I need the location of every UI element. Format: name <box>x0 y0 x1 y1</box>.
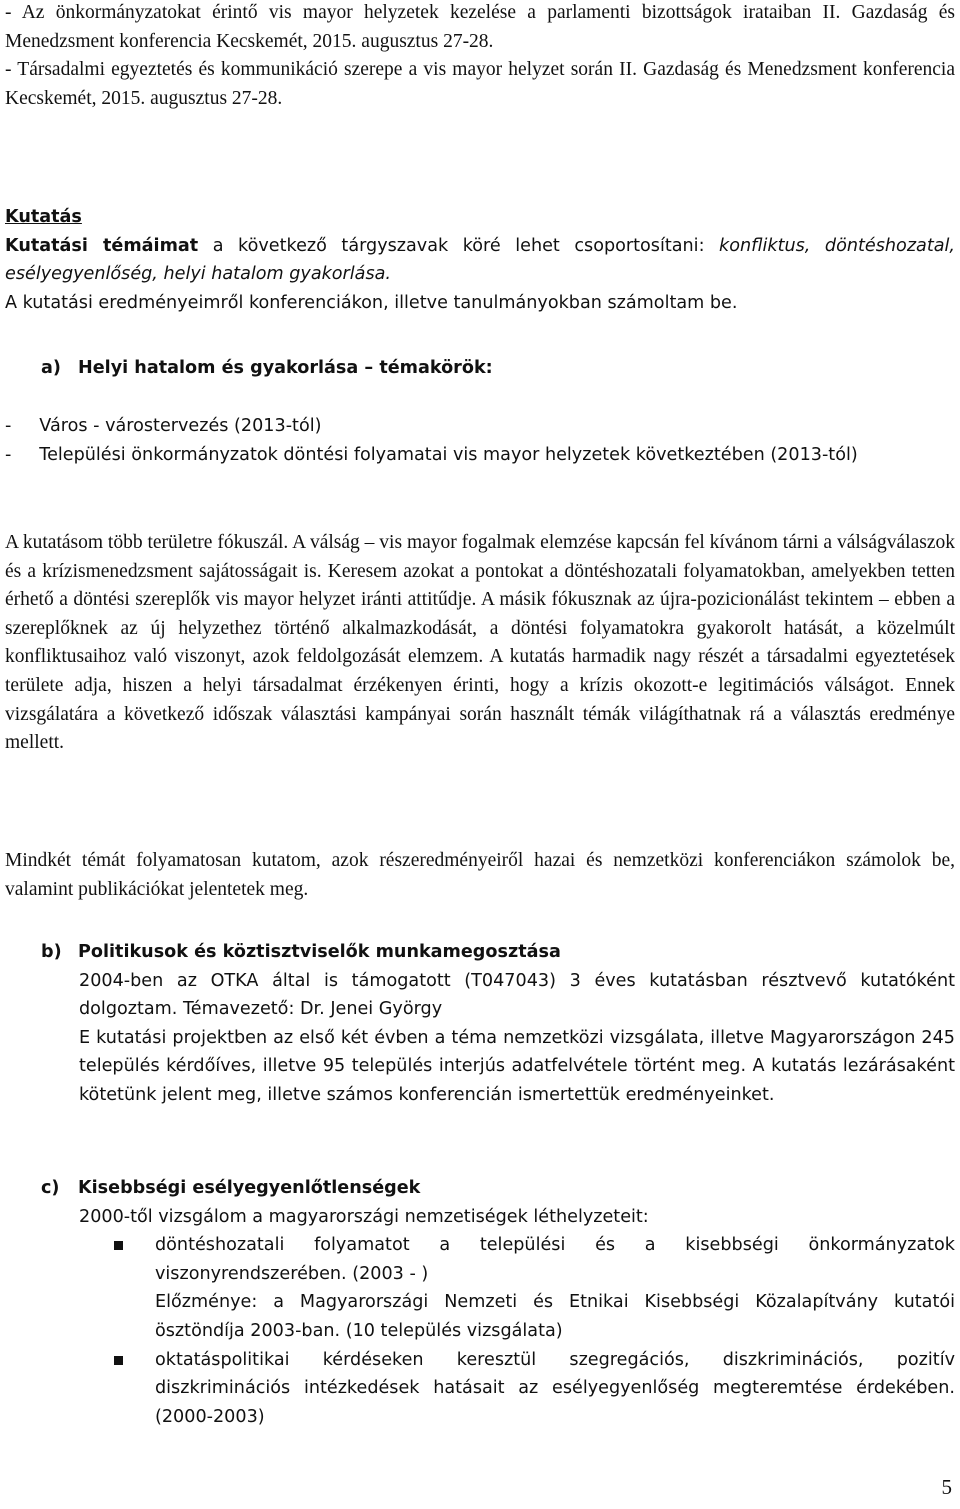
research-section <box>5 203 955 317</box>
section-c-title: Kisebbségi esélyegyenlőtlenségek <box>78 1178 421 1198</box>
section-a-letter: a) <box>41 358 61 378</box>
intro-line-2: - Társadalmi egyeztetés és kommunikáció szerepe a vis mayor helyzet során II. Gazdaság és Menedzsment konferencia Kecskemét, 2015. augusztus 27-28. <box>5 59 955 109</box>
research-heading: Kutatás <box>5 207 82 227</box>
section-b-letter: b) <box>41 942 62 962</box>
section-c-bullet-list <box>5 1231 955 1431</box>
section-a-title: Helyi hatalom és gyakorlása – témakörök: <box>78 358 493 378</box>
section-b-para-1: 2004-ben az OTKA által is támogatott (T047043) 3 éves kutatásban résztvevő kutatóként dolgoztam. Témavezető: Dr. Jenei György <box>79 970 955 1020</box>
section-c-bullet-1-note: Előzménye: a Magyarországi Nemzeti és Etnikai Kisebbségi Közalapítvány kutatói ösztöndíja 2003-ban. (10 település vizsgálata) <box>155 1292 955 1341</box>
section-a-items <box>5 412 955 469</box>
list-item <box>5 1231 955 1345</box>
section-b <box>5 938 955 1110</box>
section-a-paragraph-block <box>5 529 955 758</box>
section-a-paragraph: A kutatásom több területre fókuszál. A válság – vis mayor fogalmak elemzése kapcsán fel kívánom tárni a válságválaszok és a krízismenedzsment sajátosságait is. Keresem azokat a pontokat a döntéshozatali folyamatokban, amelyekben tetten érhető a döntési szereplők vis mayor helyzet iránti attitűdje. A másik fókusznak az újra-pozicionálást tekintem – ebben a szereplőknek az új helyzethez történő alkalmazkodását, a döntési folyamatokra gyakorolt hatását, a közelmúlt konfliktusaihoz való viszonyt, azok feldolgozását elemzem. A kutatás harmadik nagy részét a társadalmi egyeztetések területe adja, hiszen a helyi társadalmat érzékenyen érinti, hogy a krízis okozott-e legitimációs válságot. Ennek vizsgálatára a következő időszak választási kampányai során használt témák világíthatnak rá a választás eredménye mellett. <box>5 532 955 754</box>
section-a-item-2: - Települési önkormányzatok döntési folyamatai vis mayor helyzetek következtében (2013-tól) <box>5 444 858 465</box>
research-results-line: A kutatási eredményeimről konferenciákon, illetve tanulmányokban számoltam be. <box>5 292 738 313</box>
section-c-intro: 2000-től vizsgálom a magyarországi nemzetiségek léthelyzeteit: <box>79 1206 649 1227</box>
research-topics-italic: konfliktus, döntéshozatal, esélyegyenlőség, helyi hatalom gyakorlása. <box>5 235 955 285</box>
section-a-paragraph2-block <box>5 847 955 904</box>
section-c-bullet-1-text: döntéshozatali folyamatot a települési és a kisebbségi önkormányzatok viszonyrendszerében. (2003 - ) <box>155 1235 955 1284</box>
section-b-title: Politikusok és köztisztviselők munkamegosztása <box>78 942 561 962</box>
intro-line-1: - Az önkormányzatokat érintő vis mayor helyzetek kezelése a parlamenti bizottságok irataiban II. Gazdaság és Menedzsment konferencia Kecskemét, 2015. augusztus 27-28. <box>5 2 955 52</box>
square-bullet-icon <box>114 1356 123 1365</box>
section-c <box>5 1174 955 1431</box>
section-b-para-2: E kutatási projektben az első két évben a téma nemzetközi vizsgálata, illetve Magyarországon 245 település kérdőíves, illetve 95 település interjús adatfelvétele történt meg. A kutatás lezárásaként kötetünk jelent meg, illetve számos konferencián ismertettük eredményeinket. <box>79 1027 955 1105</box>
square-bullet-icon <box>114 1241 123 1250</box>
page-number: 5 <box>941 1475 952 1499</box>
list-item <box>5 1346 955 1432</box>
section-c-letter: c) <box>41 1178 60 1198</box>
research-topics-bold: Kutatási témáimat <box>5 235 199 256</box>
section-a-item-1: - Város - várostervezés (2013-tól) <box>5 416 322 436</box>
section-a-paragraph-2: Mindkét témát folyamatosan kutatom, azok részeredményeiről hazai és nemzetközi konferenciákon számolok be, valamint publikációkat jelentetek meg. <box>5 850 955 900</box>
research-topics-text: a következő tárgyszavak köré lehet csoportosítani: <box>212 235 705 256</box>
intro-block <box>5 0 955 113</box>
section-c-bullet-2-text: oktatáspolitikai kérdéseken keresztül szegregációs, diszkriminációs, pozitív diszkriminációs intézkedések hatásait az esélyegyenlőség megteremtése érdekében. (2000-2003) <box>155 1349 955 1427</box>
section-a <box>5 354 955 383</box>
